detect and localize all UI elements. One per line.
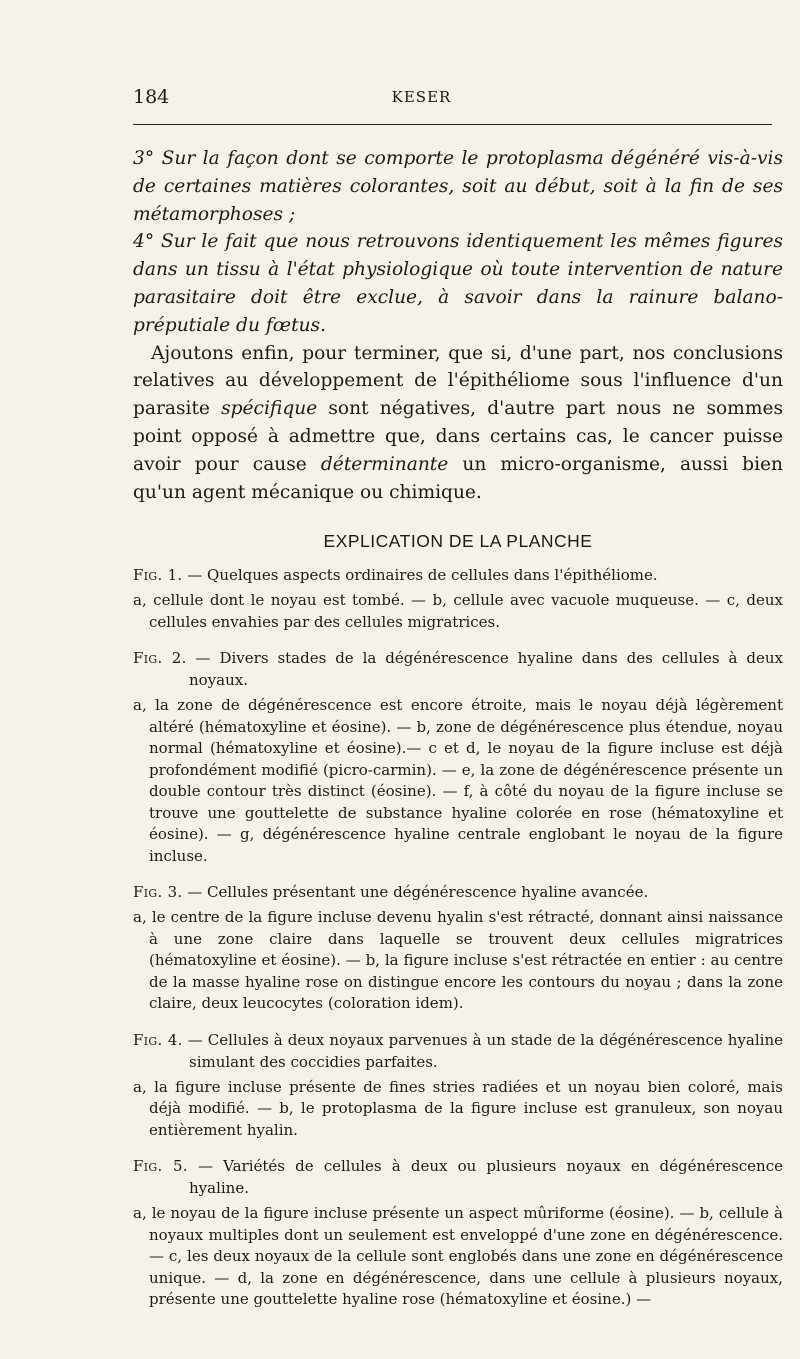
figure-caption: — Quelques aspects ordinaires de cellules dans l'épithéliome.	[182, 566, 658, 585]
closing-paragraph	[133, 340, 783, 507]
figure-legend-2	[133, 647, 783, 867]
spacer	[133, 633, 783, 647]
figure-caption: — Variétés de cellules à deux ou plusieurs noyaux en dégénérescence hyaline.	[187, 1157, 783, 1198]
figure-details: a, le noyau de la figure incluse présente un aspect mûriforme (éosine). — b, cellule à noyaux multiples dont un seulement est enveloppé d'une zone en dégénérescence. — c, les deux noyaux de la cellule sont englobés dans une zone en dégénérescence unique. — d, la zone en dégénérescence, dans une cellule à plusieurs noyaux, présente une gouttelette hyaline rose (hématoxyline et éosine.) —	[133, 1204, 783, 1309]
figure-details: a, la figure incluse présente de fines stries radiées et un noyau bien coloré, mais déjà modifié. — b, le protoplasma de la figure incluse est granuleux, son noyau entièrement hyalin.	[133, 1077, 783, 1139]
figure-caption: — Cellules à deux noyaux parvenues à un stade de la dégénérescence hyaline simulant des coccidies parfaites.	[182, 1030, 783, 1071]
figure-heading	[133, 1029, 783, 1073]
figure-label: Fig. 3.	[133, 883, 183, 902]
figure-heading	[133, 881, 783, 903]
figure-legend-5	[133, 1155, 783, 1311]
figure-details: a, cellule dont le noyau est tombé. — b, cellule avec vacuole muqueuse. — c, deux cellules envahies par des cellules migratrices.	[133, 591, 783, 631]
figure-legend-1	[133, 564, 783, 633]
figure-legend-3	[133, 881, 783, 1015]
figure-details: a, la zone de dégénérescence est encore étroite, mais le noyau déjà légèrement altéré (hématoxyline et éosine). — b, zone de dégénérescence plus étendue, noyau normal (hématoxyline et éosine).— c et d, le noyau de la figure incluse est déjà profondément modifié (picro-carmin). — e, la zone de dégénérescence présente un double contour très distinct (éosine). — f, à côté du noyau de la figure incluse se trouve une gouttelette de substance hyaline colorée en rose (hématoxyline et éosine). — g, dégénérescence hyaline centrale englobant le noyau de la figure incluse.	[133, 696, 783, 865]
spacer	[133, 867, 783, 881]
closing-emphasis-2: déterminante	[320, 453, 449, 475]
page-header	[133, 86, 750, 116]
closing-text-1: Ajoutons enfin, pour terminer, que si, d'une part, nos conclusions relatives au développement de l'épithéliome sous l'influence d'un parasite	[133, 342, 783, 420]
page-body	[133, 145, 783, 1311]
figure-heading	[133, 1155, 783, 1199]
figure-heading	[133, 564, 783, 586]
closing-emphasis-1: spécifique	[221, 398, 318, 420]
closing-text-2: sont négatives, d'autre part nous ne sommes point opposé à admettre que, dans certains cas, le cancer puisse avoir pour cause	[133, 398, 783, 475]
figure-label: Fig. 4.	[133, 1030, 183, 1049]
page-number: 184	[133, 86, 170, 108]
conclusion-item-3: 3° Sur la façon dont se comporte le protoplasma dégénéré vis-à-vis de certaines matières colorantes, soit au début, soit à la fin de ses métamorphoses ;	[133, 148, 783, 225]
figure-label: Fig. 5.	[133, 1157, 188, 1176]
spacer	[133, 1141, 783, 1155]
figure-legend-4	[133, 1029, 783, 1142]
closing-text-3: un micro-organisme, aussi bien qu'un agent mécanique ou chimique.	[133, 453, 783, 503]
figure-details: a, le centre de la figure incluse devenu hyalin s'est rétracté, donnant ainsi naissance à une zone claire dans laquelle se trouvent deux cellules migratrices (hématoxyline et éosine). — b, la figure incluse s'est rétractée en entier : au centre de la masse hyaline rose on distingue encore les contours du noyau ; dans la zone claire, deux leucocytes (coloration idem).	[133, 908, 783, 1013]
header-rule	[133, 124, 772, 125]
figure-label: Fig. 1.	[133, 566, 183, 585]
figure-heading	[133, 647, 783, 691]
figure-caption: — Divers stades de la dégénérescence hyaline dans des cellules à deux noyaux.	[186, 649, 783, 690]
running-head: KESER	[391, 88, 452, 106]
conclusion-item-4: 4° Sur le fait que nous retrouvons identiquement les mêmes figures dans un tissu à l'état physiologique où toute intervention de nature parasitaire doit être exclue, à savoir dans la rainure balano-préputiale du fœtus.	[133, 231, 783, 336]
figure-label: Fig. 2.	[133, 649, 187, 668]
plate-title: EXPLICATION DE LA PLANCHE	[323, 531, 593, 552]
spacer	[133, 1015, 783, 1029]
figure-caption: — Cellules présentant une dégénérescence hyaline avancée.	[182, 883, 649, 902]
